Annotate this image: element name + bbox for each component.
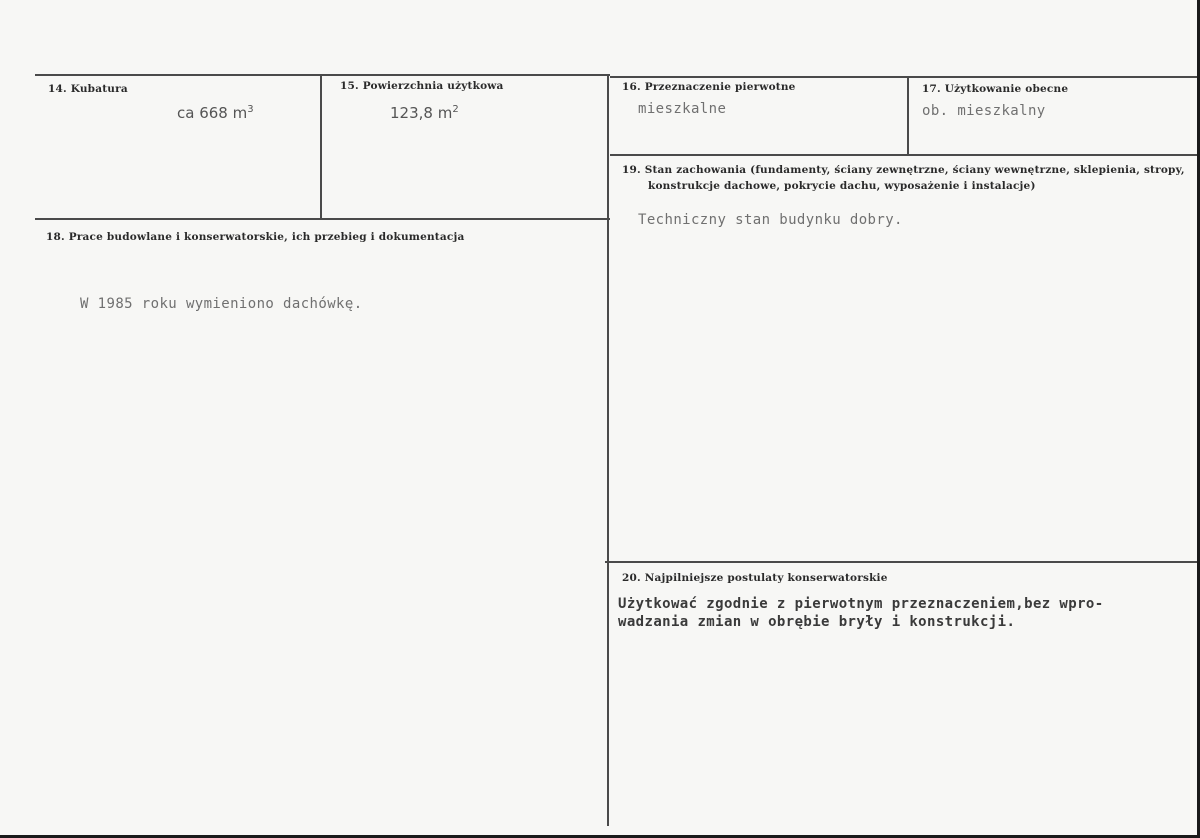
field-20-label: 20. Najpilniejsze postulaty konserwatorskie [622, 572, 888, 584]
divider-16-17 [907, 76, 909, 156]
field-19-value: Techniczny stan budynku dobry. [638, 212, 903, 228]
rule-under-16-17 [610, 154, 1200, 156]
field-18-value: W 1985 roku wymieniono dachówkę. [80, 296, 363, 312]
field-19-label: 19. Stan zachowania (fundamenty, ściany zewnętrzne, ściany wewnętrzne, sklepienia, stropy, [622, 164, 1185, 176]
field-16-value: mieszkalne [638, 101, 727, 117]
field-18-label: 18. Prace budowlane i konserwatorskie, ich przebieg i dokumentacja [46, 231, 465, 243]
field-19-label-cont: konstrukcje dachowe, pokrycie dachu, wyposażenie i instalacje) [648, 180, 1036, 192]
rule-top-right [610, 76, 1200, 78]
field-20-value-line1: Użytkować zgodnie z pierwotnym przeznaczeniem,bez wpro- [618, 596, 1104, 612]
rule-under-14-15 [35, 218, 610, 220]
field-15-label: 15. Powierzchnia użytkowa [340, 80, 504, 92]
field-15-value: 123,8 $m^2$ [390, 104, 459, 122]
field-20-value-line2: wadzania zmian w obrębie bryły i konstrukcji. [618, 614, 1016, 630]
divider-center [607, 74, 609, 826]
field-17-label: 17. Użytkowanie obecne [922, 83, 1069, 95]
divider-14-15 [320, 74, 322, 220]
rule-above-20 [605, 561, 1200, 563]
field-14-label: 14. Kubatura [48, 83, 128, 95]
field-14-value: ca 668 $m^3$ [177, 104, 254, 122]
field-17-value: ob. mieszkalny [922, 103, 1046, 119]
rule-top-left [35, 74, 610, 76]
field-16-label: 16. Przeznaczenie pierwotne [622, 81, 796, 93]
